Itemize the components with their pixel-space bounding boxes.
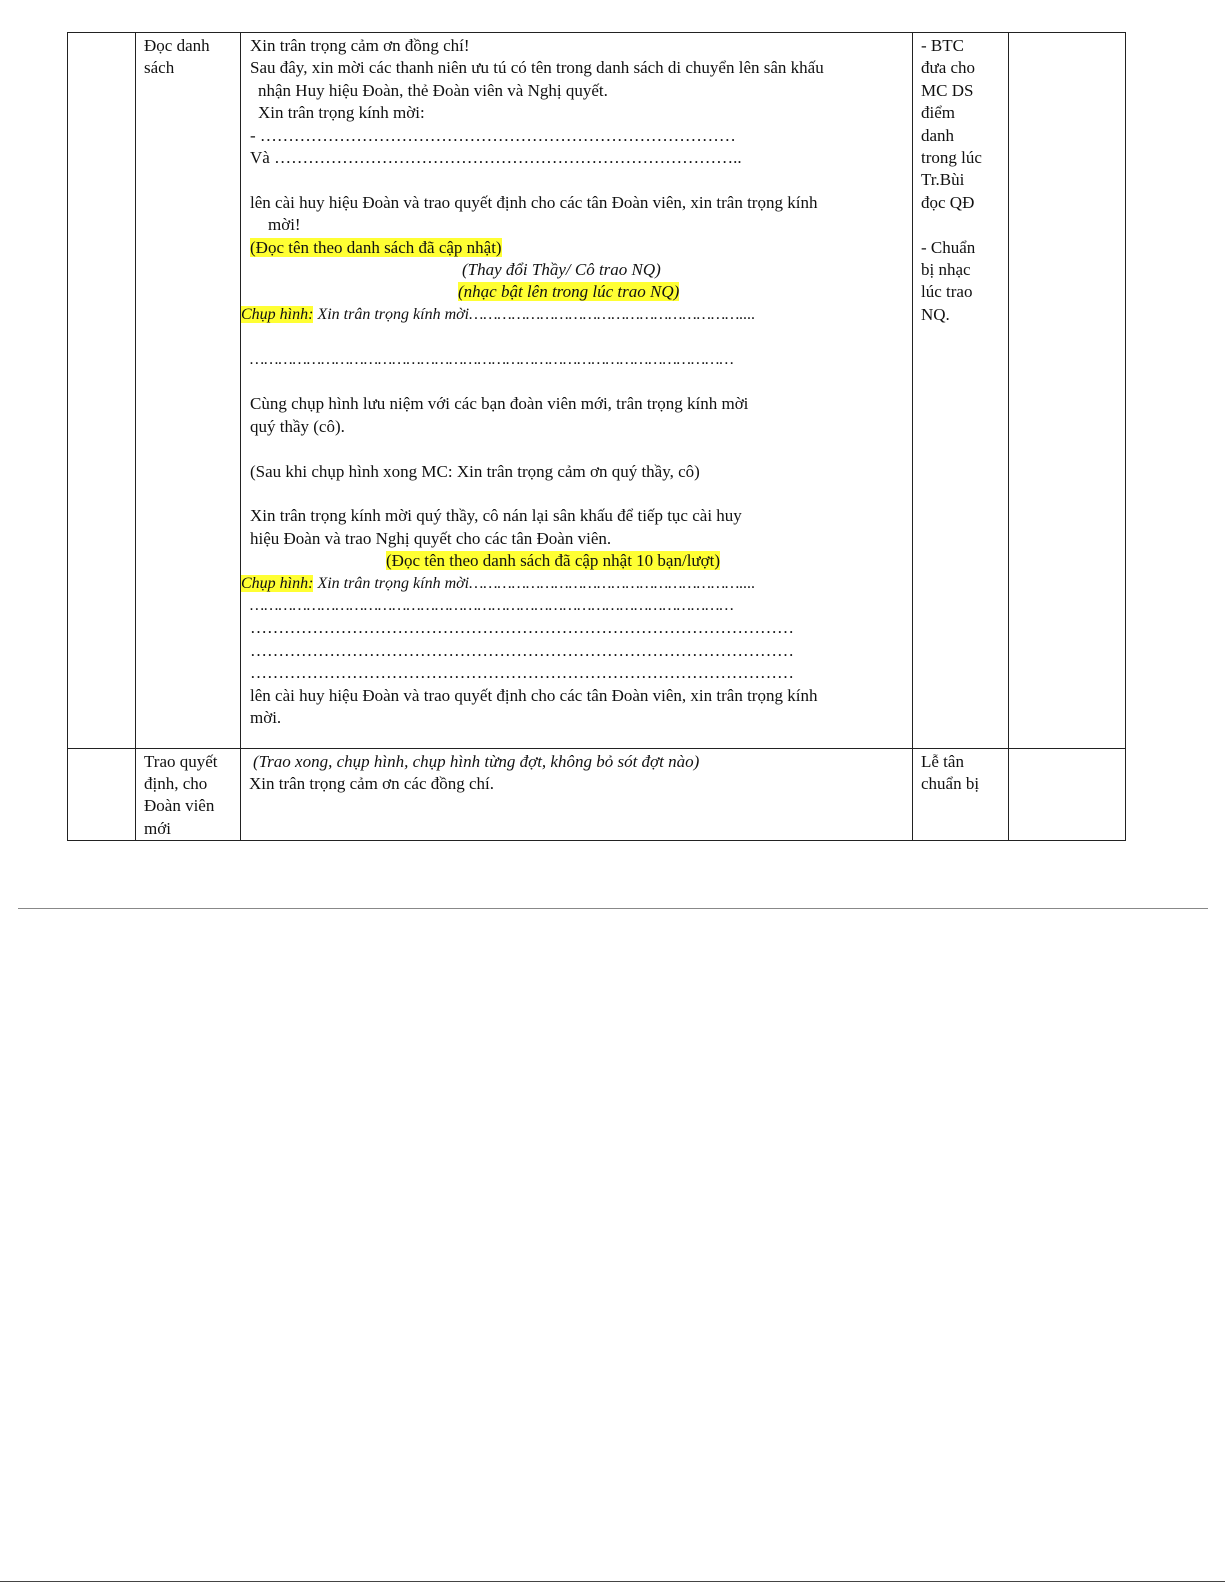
dotted-line: Và ……………………………………………………………………….. xyxy=(250,148,742,168)
page-divider xyxy=(18,908,1208,909)
section-title-line: Đoàn viên xyxy=(144,796,215,816)
highlight-text: (nhạc bật lên trong lúc trao NQ) xyxy=(458,282,680,302)
extra-cell xyxy=(1009,33,1126,749)
note-line: MC DS xyxy=(921,80,974,100)
section-cell xyxy=(136,33,241,749)
content-line: Sau đây, xin mời các thanh niên ưu tú có tên trong danh sách di chuyển lên sân khấu xyxy=(250,58,824,78)
program-table xyxy=(67,32,1126,841)
table-row-trao-quyet-dinh xyxy=(68,748,1126,841)
note-line: Lễ tân xyxy=(921,751,964,771)
table-row-doc-danh-sach xyxy=(68,33,1126,749)
spacer xyxy=(250,483,908,505)
section-title-line: Trao quyết xyxy=(144,751,218,771)
content-line: Xin trân trọng kính mời: xyxy=(258,103,425,123)
highlight-note xyxy=(250,237,908,259)
highlight-text: (Đọc tên theo danh sách đã cập nhật 10 bạn/lượt) xyxy=(386,551,721,571)
extra-cell xyxy=(1009,748,1126,841)
content-line: Cùng chụp hình lưu niệm với các bạn đoàn viên mới, trân trọng kính mời xyxy=(250,394,749,414)
note-line: chuẩn bị xyxy=(921,773,980,793)
content-cell xyxy=(241,748,913,841)
notes-cell xyxy=(913,33,1009,749)
content-line: Xin trân trọng cảm ơn các đồng chí. xyxy=(249,773,495,793)
dotted-line: - ………………………………………………………………………… xyxy=(250,125,736,145)
note-line: NQ. xyxy=(921,304,950,324)
highlight-text: (Đọc tên theo danh sách đã cập nhật) xyxy=(250,237,502,257)
photo-label: Chụp hình: xyxy=(241,574,314,592)
dotted-line: ………………………………………………………………………………………… xyxy=(250,350,734,368)
note-line: - Chuẩn xyxy=(921,237,976,257)
note-line: đưa cho xyxy=(921,58,976,78)
photo-line xyxy=(241,573,908,595)
section-title: Đọc danh sách xyxy=(144,36,210,78)
section-title-line: định, cho xyxy=(144,773,208,793)
page-bottom-edge xyxy=(0,1581,1225,1582)
photo-line xyxy=(241,304,908,326)
content-line: mời. xyxy=(250,708,282,728)
col-index-cell xyxy=(68,33,136,749)
note-line: Tr.Bùi xyxy=(921,170,965,190)
photo-text: Xin trân trọng kính mời………………………………………………….... xyxy=(317,305,756,323)
content-cell xyxy=(241,33,913,749)
content-line: mời! xyxy=(268,215,301,235)
content-line: lên cài huy hiệu Đoàn và trao quyết định cho các tân Đoàn viên, xin trân trọng kính xyxy=(250,192,818,212)
note-line: điểm xyxy=(921,103,955,123)
spacer xyxy=(250,438,908,460)
dotted-line: …………………………………………………………………………………… xyxy=(250,618,794,638)
content-line: lên cài huy hiệu Đoàn và trao quyết định cho các tân Đoàn viên, xin trân trọng kính xyxy=(250,685,818,705)
section-title-line: mới xyxy=(144,818,171,838)
spacer xyxy=(921,214,1004,236)
note-line: đọc QĐ xyxy=(921,192,975,212)
content-line: Xin trân trọng kính mời quý thầy, cô nán lại sân khấu để tiếp tục cài huy xyxy=(250,506,742,526)
photo-text: Xin trân trọng kính mời………………………………………………….... xyxy=(317,574,756,592)
dotted-line: ………………………………………………………………………………………… xyxy=(250,597,734,615)
photo-label: Chụp hình: xyxy=(241,305,314,323)
content-line: quý thầy (cô). xyxy=(250,416,345,436)
notes-cell xyxy=(913,748,1009,841)
spacer xyxy=(250,169,908,191)
note-line: lúc trao xyxy=(921,282,973,302)
dotted-line: …………………………………………………………………………………… xyxy=(250,663,794,683)
col-index-cell xyxy=(68,748,136,841)
note-line: trong lúc xyxy=(921,148,982,168)
content-line: (Sau khi chụp hình xong MC: Xin trân trọng cảm ơn quý thầy, cô) xyxy=(250,461,700,481)
note-line: bị nhạc xyxy=(921,260,971,280)
spacer xyxy=(250,371,908,393)
spacer xyxy=(250,326,908,348)
content-line: Xin trân trọng cảm ơn đồng chí! xyxy=(250,36,470,55)
content-line: nhận Huy hiệu Đoàn, thẻ Đoàn viên và Nghị quyết. xyxy=(258,80,608,100)
section-cell xyxy=(136,748,241,841)
content-line: hiệu Đoàn và trao Nghị quyết cho các tân Đoàn viên. xyxy=(250,528,612,548)
note-line: danh xyxy=(921,125,955,145)
dotted-line: …………………………………………………………………………………… xyxy=(250,640,794,660)
italic-note: (Trao xong, chụp hình, chụp hình từng đợt, không bỏ sót đợt nào) xyxy=(253,751,700,771)
highlight-note xyxy=(250,550,908,572)
highlight-note xyxy=(250,281,908,303)
note-line: - BTC xyxy=(921,36,964,55)
italic-note: (Thay đổi Thầy/ Cô trao NQ) xyxy=(462,260,661,280)
